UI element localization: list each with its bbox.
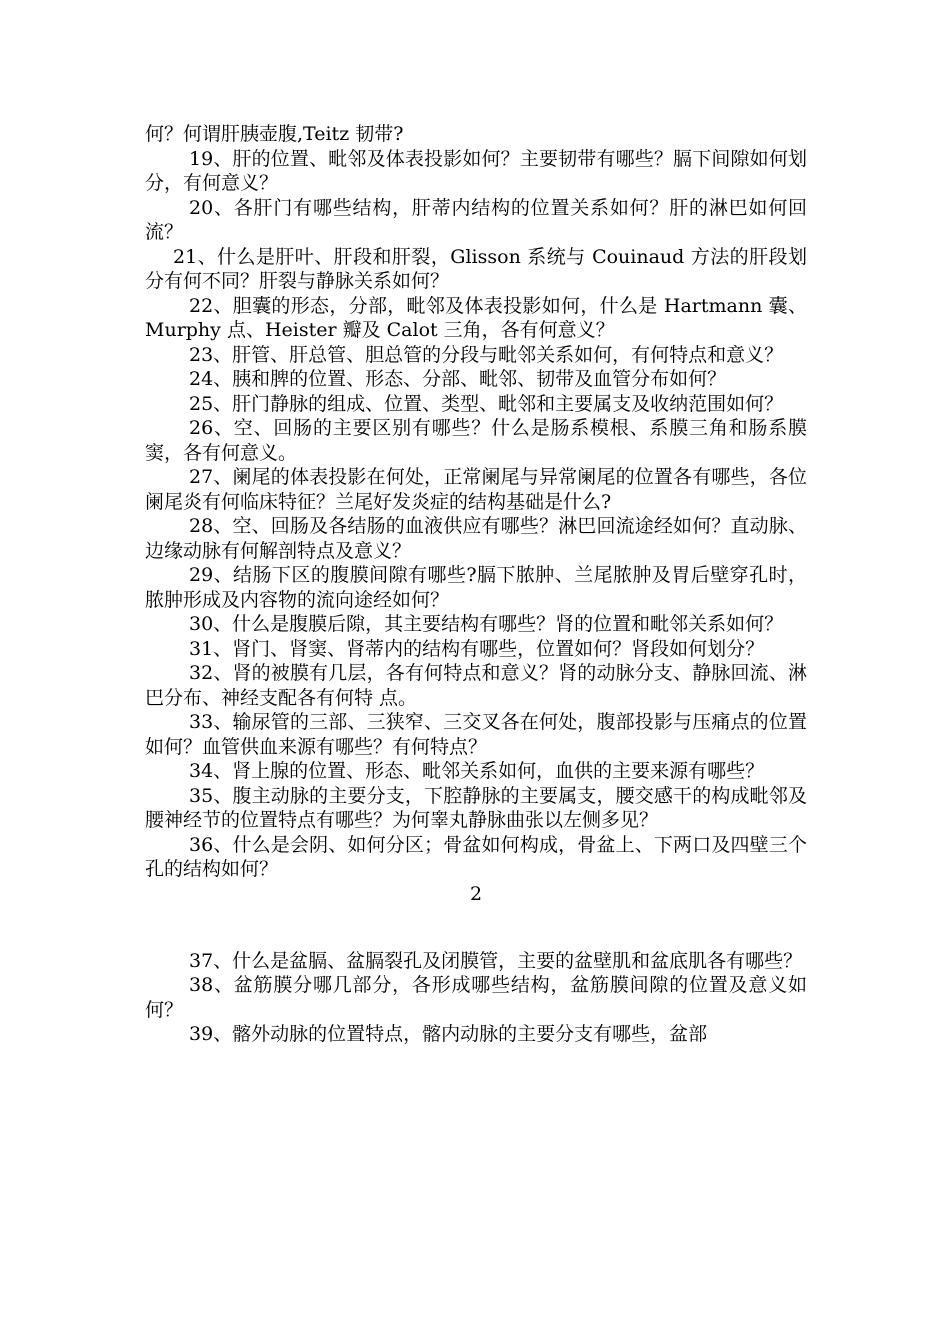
question-paragraph: 35、腹主动脉的主要分支，下腔静脉的主要属支，腰交感干的构成毗邻及腰神经节的位置特点有哪些？为何睾丸静脉曲张以左侧多见？ xyxy=(145,784,807,831)
document-page xyxy=(145,122,807,1047)
question-paragraph: 36、什么是会阴、如何分区；骨盆如何构成，骨盆上、下两口及四壁三个孔的结构如何？ xyxy=(145,833,807,880)
question-paragraph: 32、肾的被膜有几层，各有何特点和意义？肾的动脉分支、静脉回流、淋巴分布、神经支配各有何特 点。 xyxy=(145,662,807,709)
question-paragraph: 34、肾上腺的位置、形态、毗邻关系如何，血供的主要来源有哪些？ xyxy=(189,760,765,782)
question-paragraph: 25、肝门静脉的组成、位置、类型、毗邻和主要属支及收纳范围如何？ xyxy=(189,392,784,415)
question-paragraph: 29、结肠下区的腹膜间隙有哪些?膈下脓肿、兰尾脓肿及胃后壁穿孔时，脓肿形成及内容物的流向途经如何？ xyxy=(145,564,807,611)
question-paragraph: 21、什么是肝叶、肝段和肝裂，Glisson 系统与 Couinaud 方法的肝段划分有何不同？肝裂与静脉关系如何？ xyxy=(145,245,807,292)
question-paragraph: 39、髂外动脉的位置特点，髂内动脉的主要分支有哪些，盆部 xyxy=(189,1023,708,1045)
question-paragraph: 37、什么是盆膈、盆膈裂孔及闭膜管，主要的盆壁肌和盆底肌各有哪些？ xyxy=(189,949,803,972)
question-paragraph: 23、肝管、肝总管、胆总管的分段与毗邻关系如何，有何特点和意义？ xyxy=(189,343,784,366)
question-paragraph: 31、肾门、肾窦、肾蒂内的结构有哪些，位置如何？肾段如何划分？ xyxy=(189,637,765,660)
question-paragraph: 28、空、回肠及各结肠的血液供应有哪些？淋巴回流途经如何？直动脉、边缘动脉有何解剖特点及意义？ xyxy=(145,515,807,562)
question-paragraph: 33、输尿管的三部、三狭窄、三交叉各在何处，腹部投影与压痛点的位置如何？血管供血来源有哪些？有何特点？ xyxy=(145,711,807,758)
question-paragraph: 38、盆筋膜分哪几部分，各形成哪些结构，盆筋膜间隙的位置及意义如何？ xyxy=(145,974,807,1021)
question-paragraph: 何？何谓肝胰壶腹,Teitz 韧带? xyxy=(145,123,404,145)
question-paragraph: 20、各肝门有哪些结构，肝蒂内结构的位置关系如何？肝的淋巴如何回流？ xyxy=(145,196,807,243)
question-paragraph: 27、阑尾的体表投影在何处，正常阑尾与异常阑尾的位置各有哪些，各位阑尾炎有何临床特征？兰尾好发炎症的结构基础是什么? xyxy=(145,466,807,513)
question-paragraph: 30、什么是腹膜后隙，其主要结构有哪些？肾的位置和毗邻关系如何？ xyxy=(189,613,784,635)
page-break xyxy=(145,906,807,949)
question-paragraph: 24、胰和脾的位置、形态、分部、毗邻、韧带及血管分布如何？ xyxy=(189,368,727,390)
page-number: 2 xyxy=(469,882,483,905)
question-paragraph: 22、胆囊的形态，分部，毗邻及体表投影如何，什么是 Hartmann 囊、Murphy 点、Heister 瓣及 Calot 三角，各有何意义？ xyxy=(145,294,807,341)
question-paragraph: 26、空、回肠的主要区别有哪些？什么是肠系模根、系膜三角和肠系膜窦，各有何意义。 xyxy=(145,417,807,464)
question-paragraph: 19、肝的位置、毗邻及体表投影如何？主要韧带有哪些？膈下间隙如何划分，有何意义？ xyxy=(145,147,807,194)
